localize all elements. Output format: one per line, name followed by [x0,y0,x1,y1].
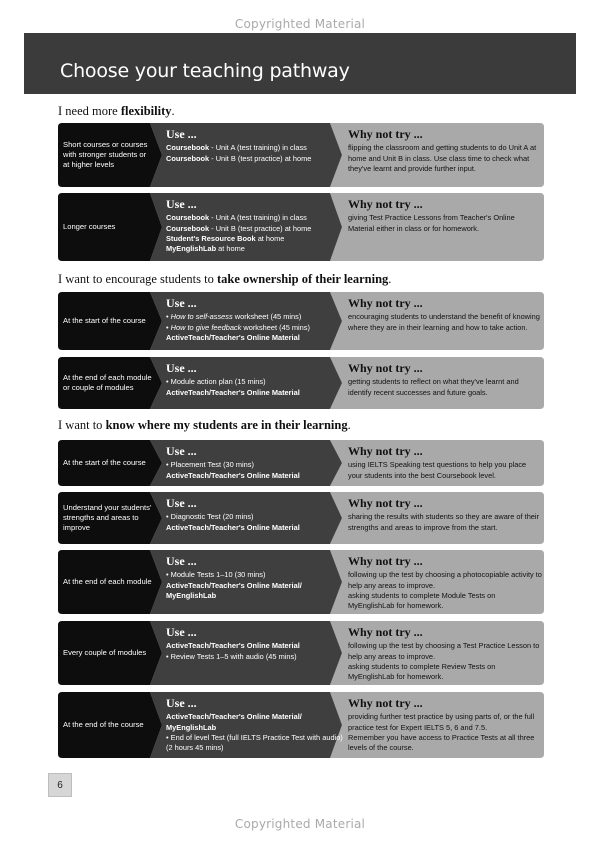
use-line [166,652,344,662]
use-line [166,154,344,164]
why-not-try-heading: Why not try ... [348,496,423,510]
section-heading [58,104,175,119]
situation-cell [63,123,153,187]
use-detail: at home [216,244,245,254]
use-heading: Use ... [166,496,197,510]
use-cell [166,193,344,261]
situation-text: At the end of the course [63,719,144,729]
why-not-try-cell [348,692,542,758]
page-title: Choose your teaching pathway [60,60,350,82]
why-not-try-cell [348,193,542,261]
situation-cell [63,292,153,350]
use-heading: Use ... [166,296,197,310]
use-line [166,377,344,387]
pathway-row [58,492,544,544]
why-not-try-text: Remember you have access to Practice Tests at all three levels of the course. [348,732,535,753]
pathway-row [58,621,544,685]
use-detail: Module Tests 1–10 (30 mins) [170,570,266,580]
why-not-try-text: flipping the classroom and getting students to do Unit A at home and Unit B in class. Use class time to check what they've learnt and provide further input. [348,143,537,173]
use-line [166,244,344,254]
use-cell [166,550,344,614]
use-heading: Use ... [166,361,197,375]
resource-name: ActiveTeach/Teacher's Online Material [166,641,300,651]
why-not-try-heading: Why not try ... [348,625,423,639]
section-heading-end: . [347,418,351,432]
use-heading: Use ... [166,554,197,568]
situation-text: At the start of the course [63,315,146,325]
section-heading [58,418,351,433]
worksheet-title: How to give feedback [170,322,242,332]
section-heading-emphasis: know where my students are in their learning [105,418,348,432]
bullet: • [166,460,171,470]
use-cell [166,357,344,409]
why-not-try-text: following up the test by choosing a photocopiable activity to help any areas to improve. [348,570,542,590]
use-heading: Use ... [166,127,197,141]
why-not-try-text: following up the test by choosing a Test Practice Lesson to help any areas to improve. [348,641,540,661]
use-cell [166,440,344,486]
section-heading-text: I want to [58,418,106,432]
use-line [166,333,344,343]
resource-name: ActiveTeach/Teacher's Online Material [166,470,300,480]
bullet: • [166,377,171,387]
situation-cell [63,692,153,758]
use-heading: Use ... [166,197,197,211]
page-number: 6 [48,773,72,797]
why-not-try-text: asking students to complete Review Tests on MyEnglishLab for homework. [348,661,496,682]
use-detail: worksheet (45 mins) [232,312,302,322]
why-not-try-cell [348,621,542,685]
bullet: • [166,733,171,743]
why-not-try-text: giving Test Practice Lessons from Teacher's Online Material either in class or for homework. [348,213,515,233]
use-line [166,323,344,333]
why-not-try-cell [348,492,542,544]
use-line [166,581,344,602]
pathway-row [58,692,544,758]
bullet: • [166,322,171,332]
use-line [166,512,344,522]
resource-name: Coursebook [166,153,210,163]
why-not-try-text: providing further test practice by using parts of, or the full practice test for Expert IELTS 5, 6 and 7.5. [348,712,535,732]
resource-name: Coursebook [166,213,210,223]
section-heading [58,272,391,287]
why-not-try-text: using IELTS Speaking test questions to help you place your students into the best Coursebook level. [348,460,527,480]
why-not-try-cell [348,440,542,486]
situation-text: Longer courses [63,221,116,231]
section-heading-text: I want to encourage students to [58,272,217,286]
use-line [166,712,344,733]
why-not-try-heading: Why not try ... [348,696,423,710]
bullet: • [166,512,171,522]
situation-text: At the end of each module or couple of modules [63,372,152,392]
use-detail: - Unit A (test training) in class [209,213,307,223]
why-not-try-cell [348,123,542,187]
use-heading: Use ... [166,625,197,639]
resource-name: ActiveTeach/Teacher's Online Material/ MyEnglishLab [166,580,302,601]
situation-cell [63,193,153,261]
situation-cell [63,492,153,544]
why-not-try-cell [348,292,542,350]
pathway-row [58,292,544,350]
resource-name: ActiveTeach/Teacher's Online Material [166,387,300,397]
why-not-try-heading: Why not try ... [348,127,423,141]
resource-name: Coursebook [166,223,210,233]
situation-text: Short courses or courses with stronger students or at higher levels [63,139,148,170]
use-line [166,460,344,470]
bullet: • [166,312,171,322]
why-not-try-text: sharing the results with students so they are aware of their strengths and areas to improve from the start. [348,512,540,532]
section-heading-emphasis: flexibility [120,104,172,118]
use-line [166,234,344,244]
bullet: • [166,651,171,661]
section-heading-emphasis: take ownership of their learning [216,272,389,286]
copyright-watermark-bottom: Copyrighted Material [234,817,366,831]
pathway-row [58,123,544,187]
pathway-row [58,193,544,261]
use-line [166,388,344,398]
copyright-watermark-top: Copyrighted Material [234,17,366,31]
use-detail: - Unit B (test practice) at home [209,153,312,163]
use-detail: Module action plan (15 mins) [170,377,266,387]
why-not-try-heading: Why not try ... [348,197,423,211]
situation-cell [63,440,153,486]
use-cell [166,123,344,187]
worksheet-title: How to self-assess [170,312,233,322]
why-not-try-text: asking students to complete Module Tests on MyEnglishLab for homework. [348,590,496,611]
pathway-row [58,550,544,614]
use-line [166,471,344,481]
section-heading-text: I need more [58,104,121,118]
use-detail: Review Tests 1–5 with audio (45 mins) [170,651,297,661]
situation-cell [63,550,153,614]
use-line [166,570,344,580]
use-line [166,312,344,322]
pathway-row [58,357,544,409]
resource-name: Coursebook [166,143,210,153]
resource-name: ActiveTeach/Teacher's Online Material [166,522,300,532]
why-not-try-heading: Why not try ... [348,554,423,568]
why-not-try-heading: Why not try ... [348,444,423,458]
use-cell [166,292,344,350]
situation-cell [63,621,153,685]
resource-name: ActiveTeach/Teacher's Online Material/ MyEnglishLab [166,712,302,732]
pathway-row [58,440,544,486]
situation-text: Understand your students' strengths and areas to improve [63,502,152,533]
use-heading: Use ... [166,444,197,458]
use-line [166,213,344,223]
use-detail: - Unit B (test practice) at home [209,223,312,233]
use-line [166,143,344,153]
situation-text: Every couple of modules [63,647,147,657]
use-line [166,733,344,754]
why-not-try-heading: Why not try ... [348,296,423,310]
use-detail: at home [255,234,285,244]
why-not-try-heading: Why not try ... [348,361,423,375]
use-detail: Placement Test (30 mins) [170,460,254,470]
why-not-try-text: getting students to reflect on what they've learnt and identify recent successes and future goals. [348,377,519,397]
use-cell [166,492,344,544]
use-cell [166,692,344,758]
why-not-try-cell [348,550,542,614]
title-bar [24,33,576,94]
use-line [166,224,344,234]
use-line [166,641,344,651]
use-line [166,523,344,533]
use-detail: End of level Test (full IELTS Practice Test with audio) (2 hours 45 mins) [166,733,343,753]
resource-name: MyEnglishLab [166,244,217,254]
resource-name: Student's Resource Book [166,234,256,244]
use-heading: Use ... [166,696,197,710]
use-detail: - Unit A (test training) in class [209,143,307,153]
situation-text: At the end of each module [63,576,152,586]
situation-text: At the start of the course [63,457,146,467]
use-detail: worksheet (45 mins) [241,322,310,332]
why-not-try-text: encouraging students to understand the benefit of knowing where they are in their learning and how to take action. [348,312,540,332]
section-heading-end: . [388,272,392,286]
situation-cell [63,357,153,409]
use-detail: Diagnostic Test (20 mins) [170,512,254,522]
section-heading-end: . [171,104,175,118]
use-cell [166,621,344,685]
why-not-try-cell [348,357,542,409]
bullet: • [166,570,171,580]
resource-name: ActiveTeach/Teacher's Online Material [166,333,300,343]
